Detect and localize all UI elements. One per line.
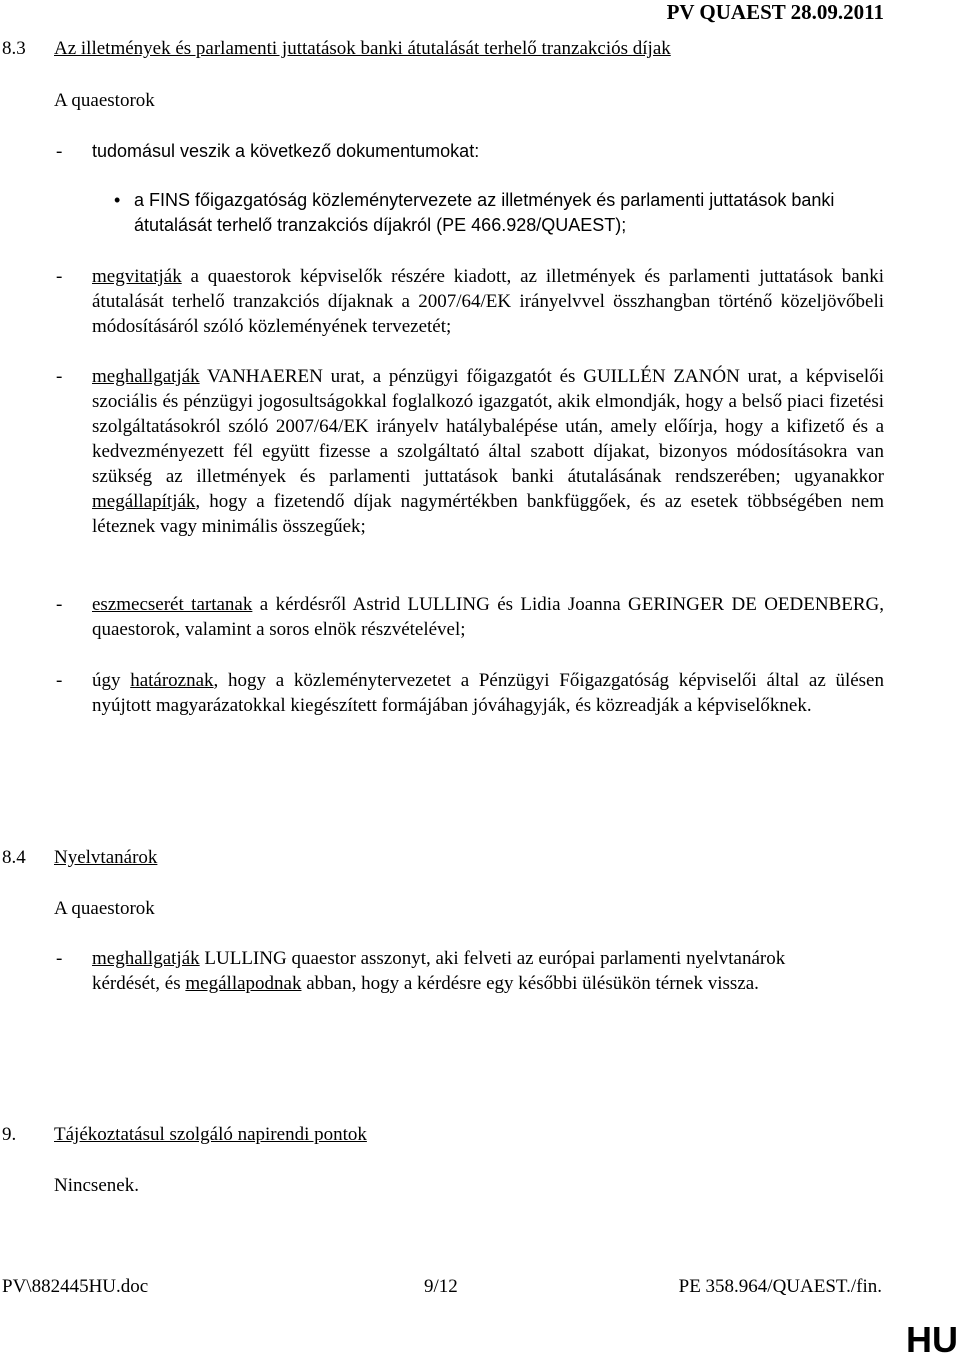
s84-item-1-body-1: LULLING quaestor asszonyt, aki felveti az európai parlamenti nyelvtanárok kérdését, és [92, 948, 786, 994]
header-reference: PV QUAEST 28.09.2011 [666, 0, 884, 24]
verb-eszmecseret-tartanak: eszmecserét tartanak [92, 594, 253, 615]
bullet-icon: • [114, 190, 121, 210]
dash: - [56, 594, 63, 615]
s83-item-1-text: tudomásul veszik a következő dokumentumokat: [92, 141, 480, 161]
s83-item-5-text [92, 668, 884, 718]
section-9-text: Nincsenek. [54, 1175, 139, 1196]
section-8-3-subject: A quaestorok [54, 90, 155, 111]
s83-item-5-pre: úgy [92, 670, 131, 691]
s83-item-5-body: , hogy a közleménytervezetet a Pénzügyi Főigazgatóság képviselői által az ülésen nyújtott magyarázatokkal kiegészített formájában jóváhagyják, és közreadják a képviselőknek. [92, 670, 884, 716]
s83-item-2-body: a quaestorok képviselők részére kiadott, az illetmények és parlamenti juttatások banki átutalását terhelő tranzakciós díjaknak a 2007/64/EK irányelvvel összhangban történő közeljövőbeli módosításáról szóló közleményének tervezetét; [92, 266, 884, 337]
footer-doc-name: PV\882445HU.doc [2, 1276, 149, 1297]
section-8-4-title: Nyelvtanárok [54, 847, 158, 868]
verb-meghallgatjak: meghallgatják [92, 948, 200, 969]
dash: - [56, 141, 63, 162]
footer-pe-number: PE 358.964/QUAEST./fin. [678, 1276, 882, 1297]
s83-item-1-bullet-text: a FINS főigazgatóság közleménytervezete az illetmények és parlamenti juttatások banki átutalását terhelő tranzakciós díjakról (PE 466.928/QUAEST); [134, 190, 835, 235]
s83-item-3-body-1: VANHAEREN urat, a pénzügyi főigazgatót és GUILLÉN ZANÓN urat, a képviselői szociális és pénzügyi jogosultságokkal foglalkozó igazgatót, akik elmondják, hogy a belső piaci fizetési szolgáltatásokról szóló 2007/64/EK irányelv hatálybalépése után, amely előírja, hogy a kifizető és a kedvezményezett fél együtt fizesse a szolgáltató által szabott díjakat, bizonyos módosításokra van szükség az illetmények és parlamenti juttatások banki átutalásának rendszerében; ugyanakkor [92, 366, 884, 487]
s83-item-4-body: a kérdésről Astrid LULLING és Lidia Joanna GERINGER DE OEDENBERG, quaestorok, valamint a soros elnök részvételével; [92, 594, 884, 640]
section-8-3-title: Az illetmények és parlamenti juttatások banki átutalását terhelő tranzakciós díjak [54, 38, 671, 59]
verb-megallapitjak: megállapítják [92, 491, 196, 512]
section-9-number: 9. [2, 1124, 17, 1145]
dash: - [56, 948, 63, 969]
footer-language-code: HU [906, 1319, 958, 1360]
verb-meghallgatjak: meghallgatják [92, 366, 200, 387]
verb-hataroznak: határoznak [130, 670, 214, 691]
s84-item-1-body-2: abban, hogy a kérdésre egy későbbi ülésükön térnek vissza. [301, 973, 759, 994]
s83-item-2-text [92, 264, 884, 339]
s83-item-3-body-2: , hogy a fizetendő díjak nagymértékben bankfüggőek, és az esetek többségében nem léteznek vagy minimális összegűek; [92, 491, 884, 537]
s84-item-1-text [92, 946, 792, 996]
verb-megallapodnak: megállapodnak [185, 973, 302, 994]
footer-page-number: 9/12 [424, 1276, 458, 1297]
section-8-4-number: 8.4 [2, 847, 26, 868]
verb-megvitatjak: megvitatják [92, 266, 182, 287]
dash: - [56, 670, 63, 691]
dash: - [56, 266, 63, 287]
s83-item-3-text [92, 364, 884, 539]
section-9-title: Tájékoztatásul szolgáló napirendi pontok [54, 1124, 367, 1145]
section-8-3-number: 8.3 [2, 38, 26, 59]
section-8-4-subject: A quaestorok [54, 898, 155, 919]
s83-item-4-text [92, 592, 884, 642]
dash: - [56, 366, 63, 387]
